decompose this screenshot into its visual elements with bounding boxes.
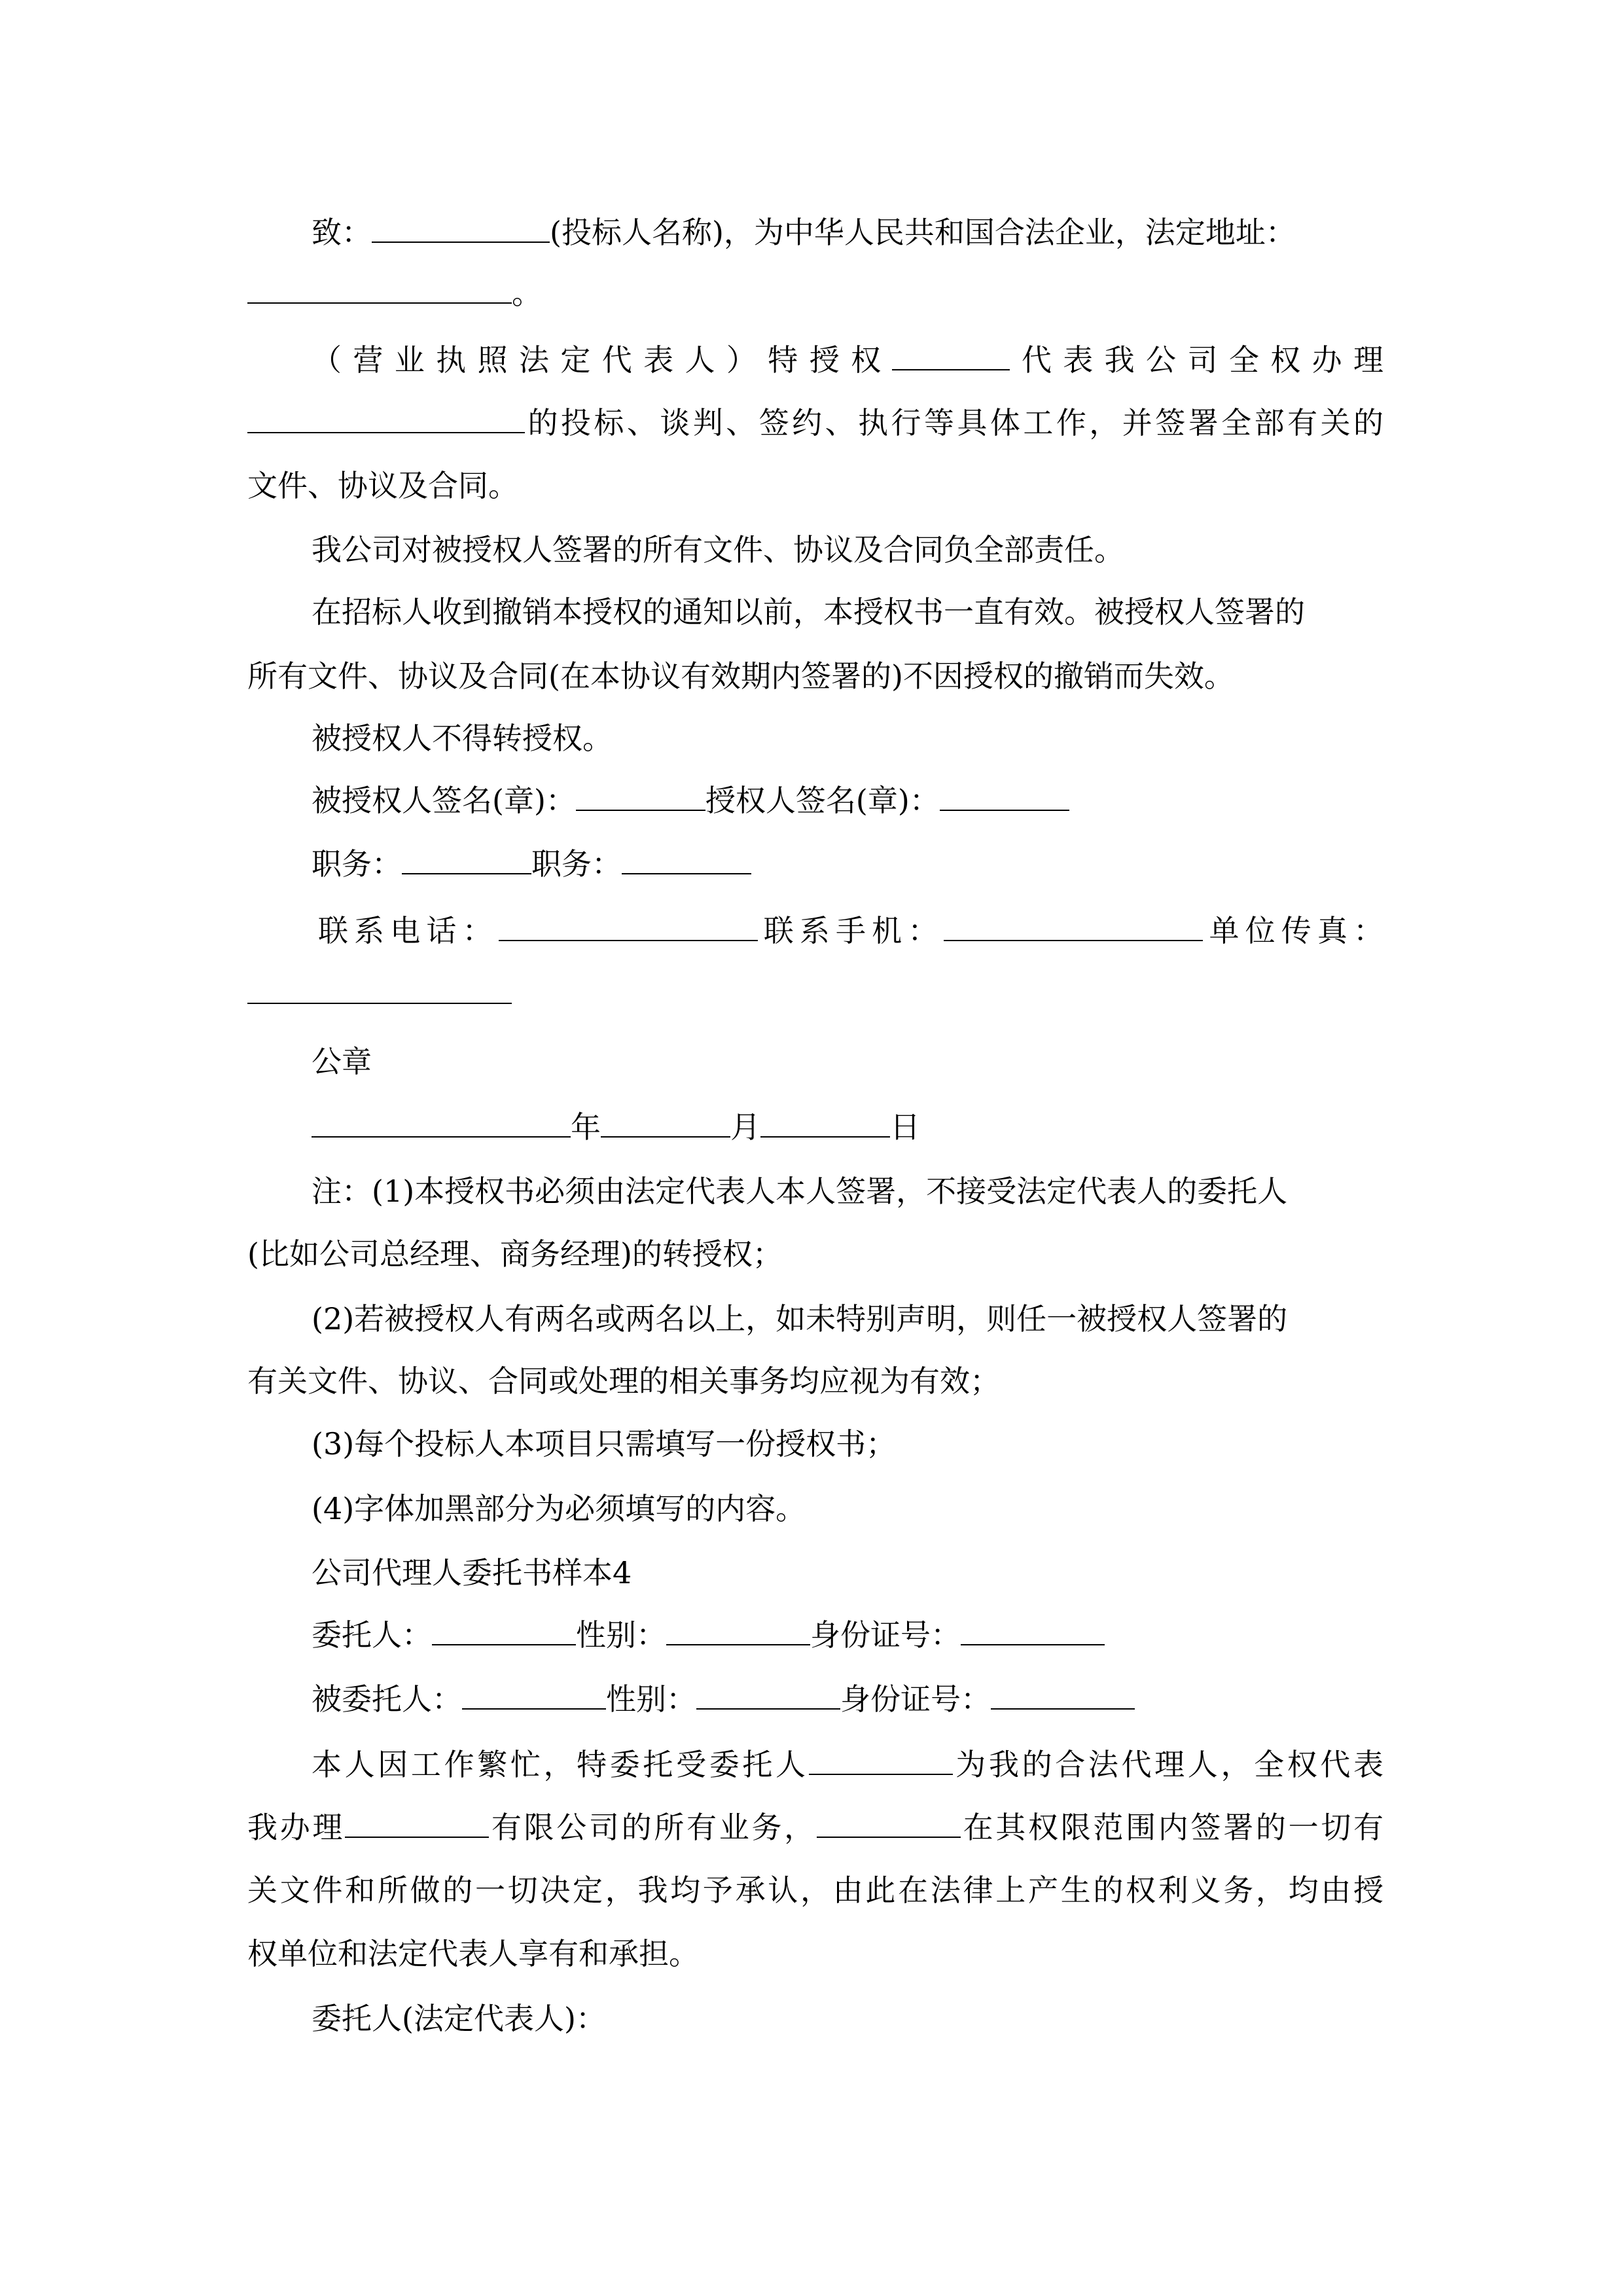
official-seal-label: 公章 — [312, 1044, 372, 1079]
phone-blank[interactable] — [499, 911, 758, 941]
principal-name-blank[interactable] — [432, 1615, 576, 1645]
position-line: 职务： 职务： — [312, 844, 751, 884]
position-blank-2[interactable] — [622, 844, 751, 874]
authorized-signature-blank[interactable] — [576, 781, 705, 811]
delegation-line-1: 本人因工作繁忙，特委托受委托人 为我的合法代理人，全权代表 — [312, 1745, 1383, 1784]
authorizer-signature-blank[interactable] — [940, 781, 1069, 811]
date-line: 年 月 日 — [312, 1107, 920, 1147]
project-blank[interactable] — [247, 403, 525, 433]
note-4: (4)字体加黑部分为必须填写的内容。 — [312, 1491, 806, 1526]
section-heading: 公司代理人委托书样本4 — [312, 1555, 632, 1590]
validity-line-2: 所有文件、协议及合同(在本协议有效期内签署的)不因授权的撤销而失效。 — [247, 658, 1234, 694]
fax-blank[interactable] — [247, 974, 512, 1004]
principal-line: 委托人： 性别： 身份证号： — [312, 1615, 1105, 1655]
bidder-name-blank[interactable] — [372, 213, 550, 243]
authorization-line-3: 文件、协议及合同。 — [247, 468, 518, 503]
day-blank[interactable] — [760, 1107, 890, 1138]
note-1-line-1: 注：(1)本授权书必须由法定代表人本人签署，不接受法定代表人的委托人 — [312, 1174, 1288, 1209]
agent-blank[interactable] — [809, 1745, 953, 1775]
note-2-line-2: 有关文件、协议、合同或处理的相关事务均应视为有效； — [247, 1363, 1000, 1399]
principal-id-blank[interactable] — [961, 1615, 1105, 1645]
delegate-blank[interactable] — [817, 1808, 961, 1838]
agent-id-blank[interactable] — [991, 1679, 1135, 1710]
company-blank[interactable] — [345, 1808, 489, 1838]
note-1-line-2: (比如公司总经理、商务经理)的转授权； — [247, 1236, 783, 1272]
authorization-line-1: （营业执照法定代表人）特授权 代表我公司全权办理 — [312, 340, 1383, 380]
authorized-person-blank[interactable] — [892, 340, 1010, 370]
note-3: (3)每个投标人本项目只需填写一份授权书； — [312, 1426, 897, 1462]
address-line: 。 — [247, 274, 542, 313]
validity-line-1: 在招标人收到撤销本授权的通知以前，本授权书一直有效。被授权人签署的 — [312, 594, 1305, 630]
note-2-line-1: (2)若被授权人有两名或两名以上，如未特别声明，则任一被授权人签署的 — [312, 1301, 1288, 1336]
recipient-line: 致： (投标人名称)，为中华人民共和国合法企业，法定地址： — [312, 213, 1296, 252]
responsibility-paragraph: 我公司对被授权人签署的所有文件、协议及合同负全部责任。 — [312, 532, 1124, 567]
mobile-blank[interactable] — [944, 911, 1203, 941]
principal-signature-label: 委托人(法定代表人)： — [312, 2001, 606, 2036]
address-blank[interactable] — [247, 274, 512, 304]
agent-line: 被委托人： 性别： 身份证号： — [312, 1679, 1135, 1719]
signature-line: 被授权人签名(章)： 授权人签名(章)： — [312, 781, 1069, 820]
contact-line: 联系电话： 联系手机： 单位传真： — [318, 911, 1383, 950]
delegation-line-2: 我办理 有限公司的所有业务， 在其权限范围内签署的一切有 — [247, 1808, 1383, 1847]
fax-line — [247, 974, 512, 1013]
delegation-line-4: 权单位和法定代表人享有和承担。 — [247, 1936, 699, 1971]
agent-name-blank[interactable] — [462, 1679, 606, 1710]
month-blank[interactable] — [601, 1107, 730, 1138]
agent-gender-blank[interactable] — [696, 1679, 840, 1710]
authorization-line-2: 的投标、谈判、签约、执行等具体工作，并签署全部有关的 — [247, 403, 1383, 442]
principal-gender-blank[interactable] — [666, 1615, 810, 1645]
position-blank-1[interactable] — [402, 844, 531, 874]
delegation-line-3: 关文件和所做的一切决定，我均予承认，由此在法律上产生的权利义务，均由授 — [247, 1873, 1383, 1908]
no-sub-authorization: 被授权人不得转授权。 — [312, 721, 613, 756]
year-blank[interactable] — [312, 1107, 571, 1138]
